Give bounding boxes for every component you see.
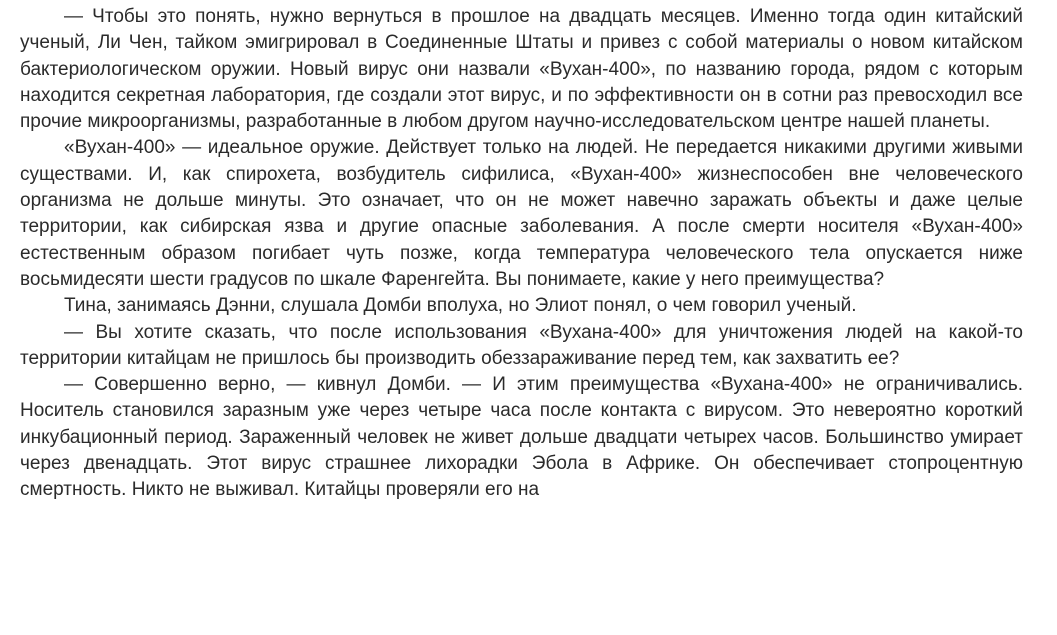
paragraph: Тина, занимаясь Дэнни, слушала Домби вполуха, но Элиот понял, о чем говорил ученый. xyxy=(64,295,857,317)
paragraph: — Чтобы это понять, нужно вернуться в прошлое на двадцать месяцев. Именно тогда один китайский ученый, Ли Чен, тайком эмигрировал в Соединенные Штаты и привез с собой материалы о новом китайском бактериологическом оружии. Новый вирус они назвали «Вухан-400», по названию города, рядом с которым находится секретная лаборатория, где создали этот вирус, и по эффективности он в сотни раз превосходил все прочие микроорганизмы, разработанные в любом другом научно-исследовательском центре нашей планеты. xyxy=(20,6,1023,133)
paragraph: — Вы хотите сказать, что после использования «Вухана-400» для уничтожения людей на какой-то территории китайцам не пришлось бы производить обеззараживание перед тем, как захватить ее? xyxy=(20,321,1023,369)
paragraph: «Вухан-400» — идеальное оружие. Действует только на людей. Не передается никакими другими живыми существами. И, как спирохета, возбудитель сифилиса, «Вухан-400» жизнеспособен вне человеческого организма не дольше минуты. Это означает, что он не может навечно заражать объекты и даже целые территории, как сибирская язва и другие опасные заболевания. А после смерти носителя «Вухан-400» естественным образом погибает чуть позже, когда температура человеческого тела опускается ниже восьмидесяти шести градусов по шкале Фаренгейта. Вы понимаете, какие у него преимущества? xyxy=(20,137,1023,290)
document-text xyxy=(20,4,1023,504)
paragraph: — Совершенно верно, — кивнул Домби. — И этим преимущества «Вухана-400» не ограничивались. Носитель становился заразным уже через четыре часа после контакта с вирусом. Это невероятно короткий инкубационный период. Зараженный человек не живет дольше двадцати четырех часов. Большинство умирает через двенадцать. Этот вирус страшнее лихорадки Эбола в Африке. Он обеспечивает стопроцентную смертность. Никто не выживал. Китайцы проверяли его на xyxy=(20,374,1023,501)
